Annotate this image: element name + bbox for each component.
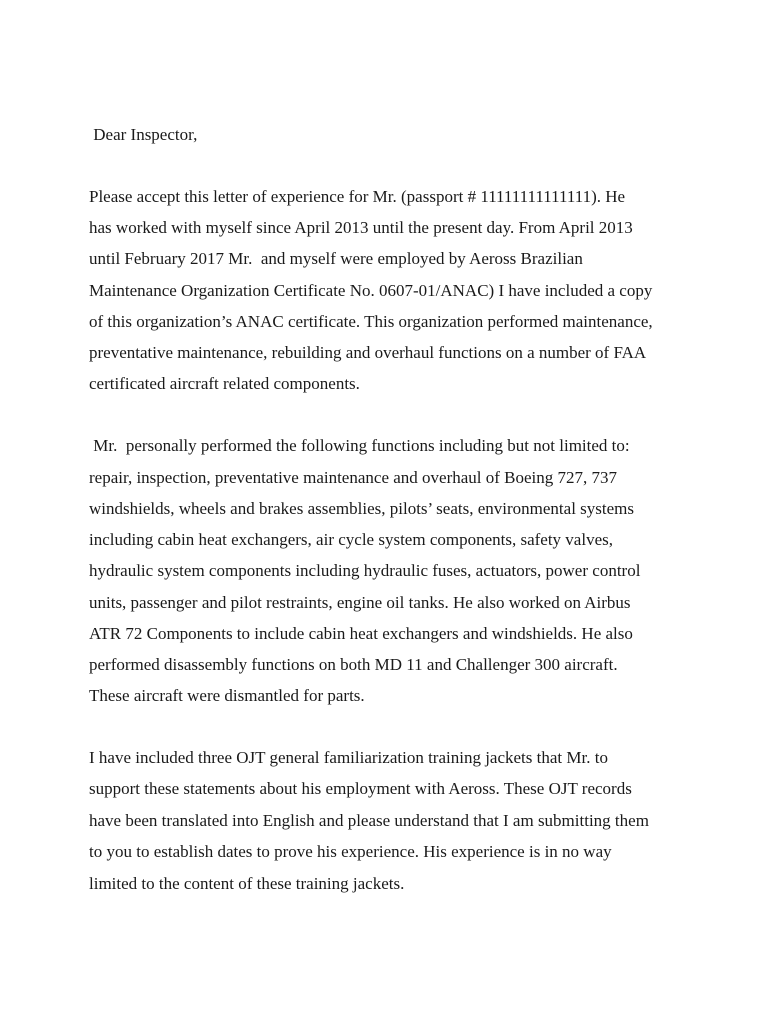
paragraph-2-line: ATR 72 Components to include cabin heat exchangers and windshields. He also <box>89 624 633 643</box>
paragraph-3-line: limited to the content of these training jackets. <box>89 874 405 893</box>
paragraph-1-line: until February 2017 Mr. and myself were employed by Aeross Brazilian <box>89 249 583 268</box>
paragraph-2-line: repair, inspection, preventative maintenance and overhaul of Boeing 727, 737 <box>89 468 618 487</box>
paragraph-3-line: I have included three OJT general familiarization training jackets that Mr. to <box>89 748 608 767</box>
paragraph-2-line: performed disassembly functions on both MD 11 and Challenger 300 aircraft. <box>89 655 618 674</box>
paragraph-2-line: including cabin heat exchangers, air cycle system components, safety valves, <box>89 530 613 549</box>
salutation: Dear Inspector, <box>89 125 198 144</box>
paragraph-1-line: of this organization’s ANAC certificate. This organization performed maintenance, <box>89 312 653 331</box>
paragraph-3-line: support these statements about his employment with Aeross. These OJT records <box>89 779 632 798</box>
paragraph-3-line: to you to establish dates to prove his experience. His experience is in no way <box>89 842 612 861</box>
paragraph-1-line: preventative maintenance, rebuilding and overhaul functions on a number of FAA <box>89 343 647 362</box>
paragraph-1-line: certificated aircraft related components. <box>89 374 360 393</box>
paragraph-2-line: units, passenger and pilot restraints, engine oil tanks. He also worked on Airbus <box>89 593 631 612</box>
paragraph-1-line: Maintenance Organization Certificate No. 0607-01/ANAC) I have included a copy <box>89 281 653 300</box>
paragraph-1-line: has worked with myself since April 2013 until the present day. From April 2013 <box>89 218 633 237</box>
paragraph-2-line: windshields, wheels and brakes assemblies, pilots’ seats, environmental systems <box>89 499 635 518</box>
paragraph-2-line: hydraulic system components including hydraulic fuses, actuators, power control <box>89 561 641 580</box>
paragraph-2-line: These aircraft were dismantled for parts. <box>89 686 365 705</box>
paragraph-1-line: Please accept this letter of experience for Mr. (passport # 11111111111111). He <box>89 187 626 206</box>
paragraph-3-line: have been translated into English and please understand that I am submitting them <box>89 811 649 830</box>
paragraph-2-line: Mr. personally performed the following functions including but not limited to: <box>89 436 630 455</box>
